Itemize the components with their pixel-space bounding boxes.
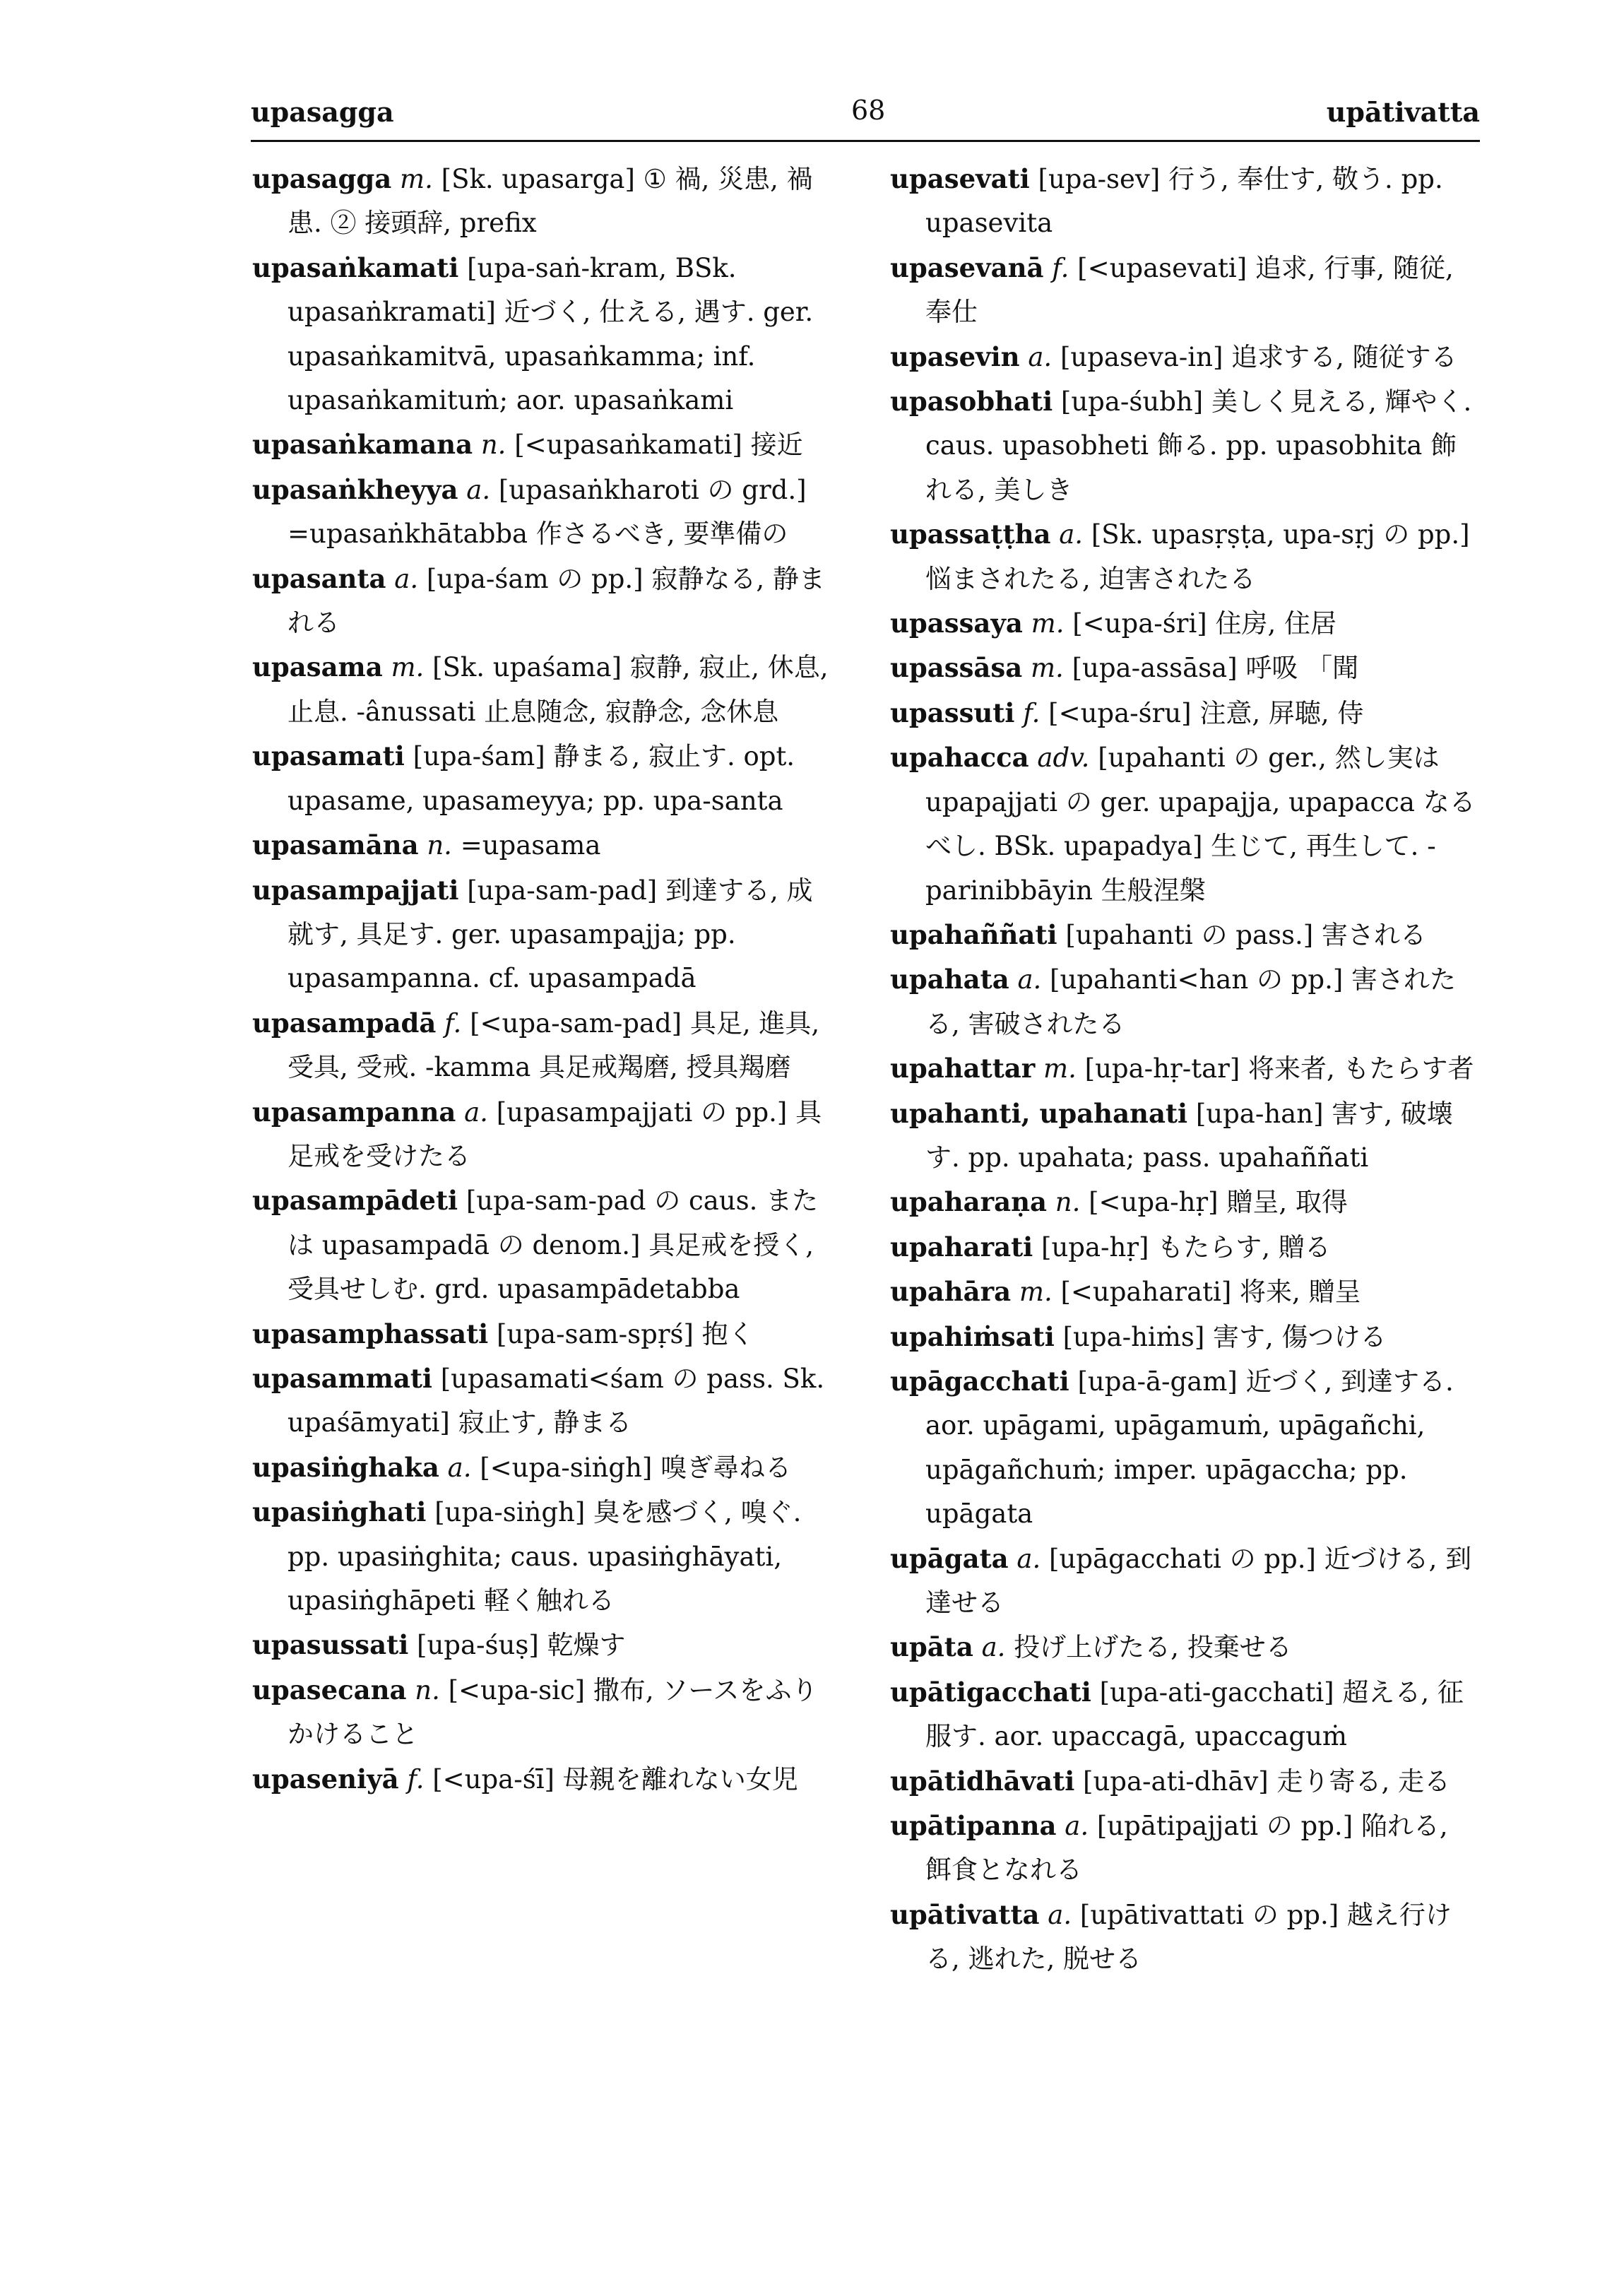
entry-headword: upassaya	[890, 608, 1023, 639]
entry-definition: [upa-śuṣ] 乾燥す	[417, 1630, 626, 1661]
entry-headword: upaharaṇa	[890, 1186, 1047, 1218]
dictionary-entry	[252, 157, 838, 246]
dictionary-entry	[890, 1315, 1476, 1359]
entry-headword: upassāsa	[890, 652, 1023, 684]
dictionary-entry	[890, 246, 1476, 335]
entry-headword: upasampajjati	[252, 874, 459, 906]
entry-definition: [upa-sam-spṛś] 抱く	[497, 1318, 754, 1349]
entry-headword: upasagga	[252, 163, 392, 194]
entry-definition: [<upa-siṅgh] 嗅ぎ尋ねる	[480, 1452, 792, 1483]
entry-definition: [<upasaṅkamati] 接近	[514, 430, 803, 461]
dictionary-entry	[890, 913, 1476, 957]
entry-grammar: f.	[1023, 697, 1041, 728]
entry-headword: upahattar	[890, 1053, 1036, 1084]
entry-definition: [Sk. upasṛṣṭa, upa-sṛj の pp.] 悩まされたる, 迫害されたる	[925, 519, 1470, 594]
entry-headword: upasanta	[252, 562, 386, 594]
dictionary-entry	[252, 1668, 838, 1757]
entry-grammar: a.	[1048, 1899, 1072, 1930]
entry-grammar: a.	[394, 563, 419, 594]
entry-headword: upaharati	[890, 1231, 1033, 1263]
entry-definition: [upa-ati-gacchati] 超える, 征服す. aor. upaccagā, upaccaguṁ	[925, 1677, 1464, 1752]
dictionary-entry	[890, 735, 1476, 913]
entry-grammar: a.	[464, 1096, 488, 1128]
entry-definition: [upātipajjati の pp.] 陥れる, 餌食となれる	[925, 1811, 1448, 1886]
entry-definition: [<upaharati] 将来, 贈呈	[1060, 1277, 1361, 1308]
entry-definition: [upa-sam-pad] 到達する, 成就す, 具足す. ger. upasampajja; pp. upasampanna. cf. upasampadā	[288, 875, 813, 994]
entry-definition: [Sk. upaśama] 寂静, 寂止, 休息, 止息. -ânussati 止息随念, 寂静念, 念休息	[288, 652, 829, 727]
entry-headword: upasaṅkheyya	[252, 473, 458, 505]
page-header	[251, 90, 1480, 142]
dictionary-entry	[252, 1757, 838, 1802]
entry-grammar: m.	[400, 164, 433, 194]
entry-headword: upasobhati	[890, 386, 1053, 418]
entry-headword: upasamphassati	[252, 1318, 489, 1349]
entry-headword: upasiṅghaka	[252, 1451, 439, 1483]
entry-headword: upāta	[890, 1631, 973, 1663]
dictionary-entry	[252, 1356, 838, 1445]
entry-headword: upasamāna	[252, 829, 419, 861]
entry-definition: [upa-assāsa] 呼吸 「聞	[1072, 653, 1359, 684]
dictionary-entry	[890, 601, 1476, 646]
entry-definition: [upāgacchati の pp.] 近づける, 到達せる	[925, 1543, 1472, 1618]
entry-headword: upasevin	[890, 341, 1020, 372]
entry-grammar: n.	[480, 430, 506, 461]
header-first-word: upasagga	[251, 96, 394, 128]
dictionary-entry	[252, 1001, 838, 1090]
header-last-word: upātivatta	[1326, 96, 1480, 128]
entry-definition: [upaseva-in] 追求する, 随従する	[1060, 341, 1457, 372]
entry-headword: upasama	[252, 651, 383, 683]
entry-definition: [<upa-sic] 撒布, ソースをふりかけること	[288, 1674, 818, 1750]
entry-definition: [upa-śubh] 美しく見える, 輝やく. caus. upasobheti 飾る. pp. upasobhita 飾れる, 美しき	[925, 386, 1472, 505]
entry-headword: upātigacchati	[890, 1676, 1091, 1708]
entry-definition: [upa-saṅ-kram, BSk. upasaṅkramati] 近づく, 仕える, 遇す. ger. upasaṅkamitvā, upasaṅkamma; inf. upasaṅkamituṁ; aor. upasaṅkami	[288, 252, 814, 416]
entry-headword: upasussati	[252, 1629, 409, 1661]
entry-definition: [<upasevati] 追求, 行事, 随従, 奉仕	[925, 252, 1454, 328]
entry-headword: upātidhāvati	[890, 1765, 1075, 1797]
entry-headword: upasevanā	[890, 252, 1044, 283]
dictionary-entry	[890, 335, 1476, 379]
dictionary-entry	[252, 645, 838, 734]
entry-definition: [upa-hṛ] もたらす, 贈る	[1041, 1231, 1331, 1263]
dictionary-entry	[252, 1623, 838, 1667]
dictionary-entry	[252, 1445, 838, 1490]
entry-definition: [<upa-hṛ] 贈呈, 取得	[1089, 1187, 1348, 1218]
entry-definition: [upa-ati-dhāv] 走り寄る, 走る	[1083, 1766, 1451, 1797]
entry-grammar: a.	[1065, 1811, 1089, 1842]
entry-grammar: a.	[1028, 341, 1053, 372]
entry-definition: [upahanti<han の pp.] 害されたる, 害破されたる	[925, 964, 1457, 1039]
dictionary-entry	[252, 734, 838, 823]
entry-definition: [upa-sam-pad の caus. または upasampadā の denom.] 具足戒を授く, 受具せしむ. grd. upasampādetabba	[288, 1186, 819, 1305]
entry-headword: upasaṅkamati	[252, 252, 459, 283]
dictionary-entry	[890, 1804, 1476, 1893]
entry-headword: upahata	[890, 964, 1009, 995]
dictionary-entry	[252, 422, 838, 467]
dictionary-entry	[890, 1537, 1476, 1626]
entry-grammar: m.	[1030, 653, 1064, 684]
entry-definition: [upahanti の ger., 然し実は upapajjati の ger. upapajja, upapacca なるべし. BSk. upapadya] 生じて, 再生して. -parinibbāyin 生般涅槃	[925, 743, 1476, 906]
entry-headword: upasiṅghati	[252, 1496, 427, 1528]
entry-definition: [upātivattati の pp.] 越え行ける, 逃れた, 脱せる	[925, 1899, 1452, 1975]
dictionary-entry	[890, 379, 1476, 512]
entry-grammar: a.	[981, 1632, 1006, 1663]
entry-grammar: f.	[1052, 252, 1069, 283]
entry-definition: [upa-hṛ-tar] 将来者, もたらす者	[1084, 1053, 1474, 1084]
dictionary-entry	[890, 1893, 1476, 1982]
entry-headword: upahiṁsati	[890, 1320, 1055, 1352]
dictionary-entry	[890, 1046, 1476, 1091]
entry-grammar: n.	[415, 1674, 440, 1705]
entry-headword: upāgata	[890, 1542, 1009, 1574]
dictionary-entry	[252, 1090, 838, 1179]
dictionary-entry	[890, 1670, 1476, 1759]
entry-definition: [<upa-śri] 住房, 住居	[1072, 608, 1336, 639]
entry-headword: upasevati	[890, 163, 1030, 194]
dictionary-entry	[890, 1359, 1476, 1537]
entry-headword: upahāra	[890, 1276, 1012, 1308]
entry-definition: [upa-han] 害す, 破壊す. pp. upahata; pass. upahaññati	[925, 1098, 1453, 1173]
entry-definition: [upasamati<śam の pass. Sk. upaśāmyati] 寂止す, 静まる	[288, 1363, 825, 1438]
entry-headword: upasaṅkamana	[252, 429, 473, 461]
dictionary-entry	[890, 1225, 1476, 1270]
dictionary-entry	[252, 1312, 838, 1356]
entry-definition: [Sk. upasarga] ① 禍, 災患, 禍患. ② 接頭辞, prefix	[288, 164, 813, 239]
dictionary-entry	[252, 246, 838, 423]
page-number: 68	[851, 95, 886, 126]
entry-definition: [upa-śam] 静まる, 寂止す. opt. upasame, upasameyya; pp. upa-santa	[288, 741, 795, 816]
entry-definition: =upasama	[460, 830, 601, 861]
entry-headword: upasamati	[252, 740, 405, 772]
entry-grammar: f.	[444, 1007, 462, 1039]
entry-headword: upasammati	[252, 1362, 432, 1394]
entry-grammar: m.	[1043, 1053, 1077, 1084]
dictionary-entry	[890, 957, 1476, 1046]
entry-grammar: a.	[447, 1452, 472, 1483]
entry-grammar: m.	[1031, 608, 1065, 639]
entry-grammar: adv.	[1037, 743, 1090, 774]
dictionary-entry	[890, 1180, 1476, 1224]
left-column	[252, 157, 838, 1802]
entry-definition: [<upa-sam-pad] 具足, 進具, 受具, 受戒. -kamma 具足戒羯磨, 授具羯磨	[288, 1007, 820, 1083]
dictionary-entry	[252, 823, 838, 868]
dictionary-entry	[890, 157, 1476, 246]
entry-headword: upassaṭṭha	[890, 519, 1051, 550]
dictionary-entry	[890, 512, 1476, 601]
entry-definition: [upa-sev] 行う, 奉仕す, 敬う. pp. upasevita	[925, 164, 1443, 239]
entry-headword: upahaññati	[890, 918, 1057, 950]
entry-headword: upātipanna	[890, 1810, 1057, 1842]
right-column	[890, 157, 1476, 1982]
entry-headword: upassuti	[890, 697, 1015, 728]
dictionary-entry	[890, 1759, 1476, 1804]
dictionary-entry	[252, 1178, 838, 1311]
entry-definition: [upa-hiṁs] 害す, 傷つける	[1062, 1321, 1387, 1352]
entry-definition: [<upa-śī] 母親を離れない女児	[432, 1763, 798, 1795]
dictionary-entry	[252, 1490, 838, 1623]
dictionary-entry	[890, 691, 1476, 735]
dictionary-entry	[252, 468, 838, 557]
entry-definition: [upa-ā-gam] 近づく, 到達する. aor. upāgami, upāgamuṁ, upāgañchi, upāgañchuṁ; imper. upāgaccha; pp. upāgata	[925, 1366, 1454, 1530]
entry-headword: upaseniyā	[252, 1763, 399, 1795]
entry-headword: upasampanna	[252, 1096, 456, 1128]
entry-headword: upahacca	[890, 742, 1029, 774]
entry-grammar: n.	[427, 830, 452, 861]
entry-definition: [upasampajjati の pp.] 具足戒を受けたる	[288, 1096, 822, 1171]
dictionary-entry	[890, 1270, 1476, 1314]
entry-definition: [upahanti の pass.] 害される	[1065, 919, 1426, 950]
entry-definition: [upasaṅkharoti の grd.] =upasaṅkhātabba 作さるべき, 要準備の	[288, 474, 807, 550]
entry-definition: [upa-śam の pp.] 寂静なる, 静まれる	[288, 563, 825, 639]
entry-grammar: m.	[391, 652, 425, 683]
entry-headword: upasampadā	[252, 1007, 437, 1039]
entry-definition: [<upa-śru] 注意, 屏聴, 侍	[1048, 697, 1364, 728]
entry-grammar: a.	[1017, 1543, 1041, 1574]
dictionary-entry	[890, 1625, 1476, 1669]
entry-headword: upasecana	[252, 1674, 407, 1705]
dictionary-entry	[890, 1092, 1476, 1181]
entry-grammar: f.	[407, 1763, 425, 1795]
dictionary-entry	[890, 646, 1476, 690]
entry-grammar: a.	[1059, 519, 1084, 550]
entry-headword: upasampādeti	[252, 1185, 458, 1217]
entry-grammar: n.	[1055, 1187, 1081, 1218]
dictionary-entry	[252, 557, 838, 646]
dictionary-entry	[252, 868, 838, 1001]
entry-definition: 投げ上げたる, 投棄せる	[1014, 1632, 1292, 1663]
entry-grammar: m.	[1019, 1277, 1053, 1308]
entry-grammar: a.	[1017, 964, 1042, 995]
entry-definition: [upa-siṅgh] 臭を感づく, 嗅ぐ. pp. upasiṅghita; caus. upasiṅghāyati, upasiṅghāpeti 軽く触れる	[288, 1497, 802, 1616]
entry-grammar: a.	[466, 474, 491, 505]
entry-headword: upāgacchati	[890, 1365, 1069, 1397]
entry-headword: upahanti, upahanati	[890, 1097, 1188, 1129]
entry-headword: upātivatta	[890, 1898, 1040, 1930]
